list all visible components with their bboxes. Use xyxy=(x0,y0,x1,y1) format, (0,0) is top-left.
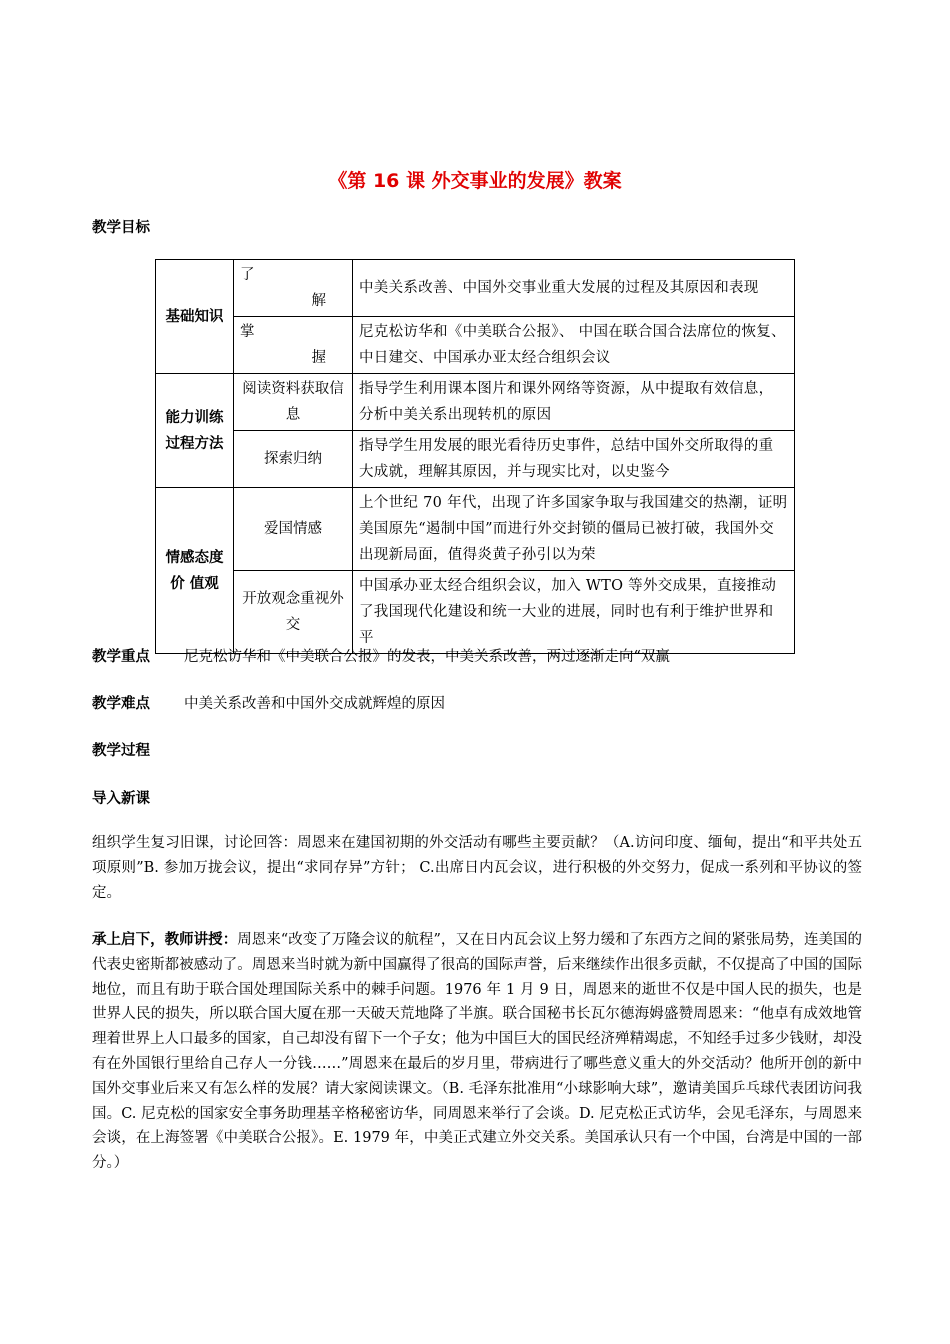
difficulty-row xyxy=(92,692,445,713)
category-ability-method: 能力训练过程方法 xyxy=(156,374,234,488)
sub-master-a: 掌 xyxy=(240,324,255,340)
table-row xyxy=(156,260,795,317)
sub-reading: 阅读资料获取信息 xyxy=(234,374,353,431)
difficulty-label: 教学难点 xyxy=(92,696,150,712)
category-basic-knowledge: 基础知识 xyxy=(156,260,234,374)
table-row xyxy=(156,488,795,571)
sub-understand-b: 解 xyxy=(311,293,326,309)
key-point-text: 尼克松访华和《中美联合公报》的发表，中美关系改善，两过逐渐走向“双赢 xyxy=(184,649,670,665)
intro-heading: 导入新课 xyxy=(92,791,150,807)
sub-understand-a: 了 xyxy=(240,267,255,283)
lecture-body: 周恩来“改变了万隆会议的航程”，又在日内瓦会议上努力缓和了东西方之间的紧张局势，连美国的代表史密斯都被感动了。周恩来当时就为新中国赢得了很高的国际声誉，后来继续作出很多贡献，不仅提高了中国的国际地位，而且有助于联合国处理国际关系中的棘手问题。1976 年 1 月 9 日，周恩来的逝世不仅是中国人民的损失，也是世界人民的损失，所以联合国大厦在那一天破天荒地降了半旗。联合国秘书长瓦尔德海姆盛赞周恩来：“他卓有成效地管理着世界上人口最多的国家，自己却没有留下一个子女；他为中国巨大的国民经济殚精竭虑，不知经手过多少钱财，却没有在外国银行里给自己存人一分钱……”周恩来在最后的岁月里，带病进行了哪些意义重大的外交活动？他所开创的新中国外交事业后来又有怎么样的发展？请大家阅读课文。（B. 毛泽东批准用“小球影响大球”，邀请美国乒乓球代表团访问我国。C. 尼克松的国家安全事务助理基辛格秘密访华，同周恩来举行了会谈。D. 尼克松正式访华，会见毛泽东，与周恩来会谈，在上海签署《中美联合公报》。E. 1979 年，中美正式建立外交关系。美国承认只有一个中国，台湾是中国的一部分。） xyxy=(92,932,863,1172)
review-paragraph: 组织学生复习旧课，讨论回答：周恩来在建国初期的外交活动有哪些主要贡献？（A.访问印度、缅甸，提出“和平共处五项原则”B. 参加万拢会议，提出“求同存异”方针； C.出席日内瓦会议，进行积极的外交努力，促成一系列和平协议的签定。 xyxy=(92,835,862,901)
category-emotion-values: 情感态度价 值观 xyxy=(156,488,234,654)
desc-patriotism: 上个世纪 70 年代，出现了许多国家争取与我国建交的热潮，证明美国原先“遏制中国”而进行外交封锁的僵局已被打破，我国外交出现新局面，值得炎黄子孙引以为荣 xyxy=(353,488,795,571)
table-row xyxy=(156,317,795,374)
sub-patriotism: 爱国情感 xyxy=(234,488,353,571)
page-title: 《第 16 课 外交事业的发展》教案 xyxy=(328,170,622,192)
desc-openness: 中国承办亚太经合组织会议，加入 WTO 等外交成果，直接推动了我国现代化建设和统一大业的进展，同时也有利于维护世界和平 xyxy=(353,571,795,654)
desc-explore: 指导学生用发展的眼光看待历史事件，总结中国外交所取得的重大成就，理解其原因，并与现实比对，以史鉴今 xyxy=(353,431,795,488)
key-point-label: 教学重点 xyxy=(92,649,150,665)
lecture-paragraph xyxy=(92,928,862,1176)
goals-heading: 教学目标 xyxy=(92,220,150,236)
sub-master-b: 握 xyxy=(311,350,326,366)
sub-understand xyxy=(234,260,353,317)
sub-openness: 开放观念重视外交 xyxy=(234,571,353,654)
lecture-lead: 承上启下，教师讲授： xyxy=(92,932,238,948)
difficulty-text: 中美关系改善和中国外交成就辉煌的原因 xyxy=(184,696,445,712)
goals-table xyxy=(155,259,795,654)
desc-understand: 中美关系改善、中国外交事业重大发展的过程及其原因和表现 xyxy=(353,260,795,317)
desc-reading: 指导学生利用课本图片和课外网络等资源，从中提取有效信息，分析中美关系出现转机的原因 xyxy=(353,374,795,431)
sub-master xyxy=(234,317,353,374)
desc-master: 尼克松访华和《中美联合公报》、 中国在联合国合法席位的恢复、中日建交、中国承办亚太经合组织会议 xyxy=(353,317,795,374)
table-row xyxy=(156,571,795,654)
key-point-row xyxy=(92,645,670,666)
sub-explore: 探索归纳 xyxy=(234,431,353,488)
process-heading: 教学过程 xyxy=(92,743,150,759)
table-row xyxy=(156,431,795,488)
table-row xyxy=(156,374,795,431)
